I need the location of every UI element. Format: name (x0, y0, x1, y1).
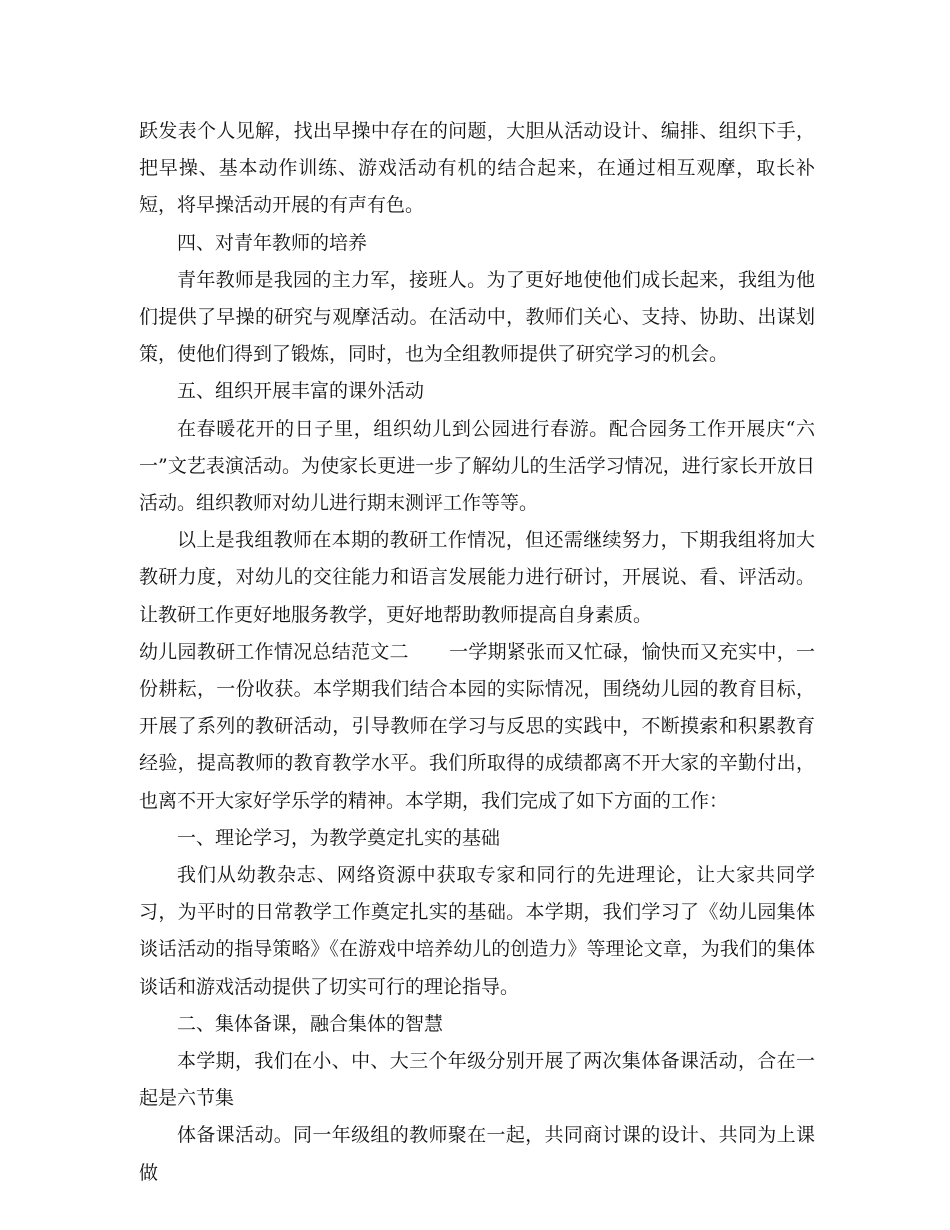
document-body (139, 113, 815, 1192)
heading-youth-teacher-training: 四、对青年教师的培养 (177, 231, 368, 254)
paragraph-collective-lesson-prep-a: 本学期，我们在小、中、大三个年级分别开展了两次集体备课活动，合在一起是六节集 (139, 1050, 815, 1110)
paragraph-extracurricular-activities: 在春暖花开的日子里，组织幼儿到公园进行春游。配合园务工作开展庆“六一”文艺表演活动。为使家长更进一步了解幼儿的生活学习情况，进行家长开放日活动。组织教师对幼儿进行期末测评工作等等。 (139, 417, 815, 515)
section-title-sample-two: 幼儿园教研工作情况总结范文二 (139, 640, 409, 663)
heading-extracurricular-activities: 五、组织开展丰富的课外活动 (177, 380, 425, 403)
section-two-intro-text: 一学期紧张而又忙碌，愉快而又充实中，一份耕耘，一份收获。本学期我们结合本园的实际情况，围绕幼儿园的教育目标，开展了系列的教研活动，引导教师在学习与反思的实践中，不断摸索和积累教育经验，提高教师的教育教学水平。我们所取得的成绩都离不开大家的辛勤付出，也离不开大家好学乐学的精神。本学期，我们完成了如下方面的工作： (139, 640, 815, 812)
paragraph-summary: 以上是我组教师在本期的教研工作情况，但还需继续努力，下期我组将加大教研力度，对幼儿的交往能力和语言发展能力进行研讨，开展说、看、评活动。让教研工作更好地服务教学，更好地帮助教师提高自身素质。 (139, 529, 815, 626)
heading-collective-lesson-prep: 二、集体备课，融合集体的智慧 (177, 1012, 444, 1035)
paragraph-theory-study: 我们从幼教杂志、网络资源中获取专家和同行的先进理论，让大家共同学习，为平时的日常教学工作奠定扎实的基础。本学期，我们学习了《幼儿园集体谈话活动的指导策略》《在游戏中培养幼儿的创造力》等理论文章，为我们的集体谈话和游戏活动提供了切实可行的理论指导。 (139, 864, 815, 998)
paragraph-collective-lesson-prep-b: 体备课活动。同一年级组的教师聚在一起，共同商讨课的设计、共同为上课做 (139, 1124, 815, 1184)
paragraph-intro-continued: 跃发表个人见解，找出早操中存在的问题，大胆从活动设计、编排、组织下手，把早操、基本动作训练、游戏活动有机的结合起来，在通过相互观摩，取长补短，将早操活动开展的有声有色。 (139, 120, 815, 217)
heading-theory-study: 一、理论学习，为教学奠定扎实的基础 (177, 826, 501, 849)
paragraph-youth-teacher-training: 青年教师是我园的主力军，接班人。为了更好地使他们成长起来，我组为他们提供了早操的研究与观摩活动。在活动中，教师们关心、支持、协助、出谋划策，使他们得到了锻炼，同时，也为全组教师提供了研究学习的机会。 (139, 268, 815, 366)
paragraph-section-two-intro (139, 634, 815, 820)
